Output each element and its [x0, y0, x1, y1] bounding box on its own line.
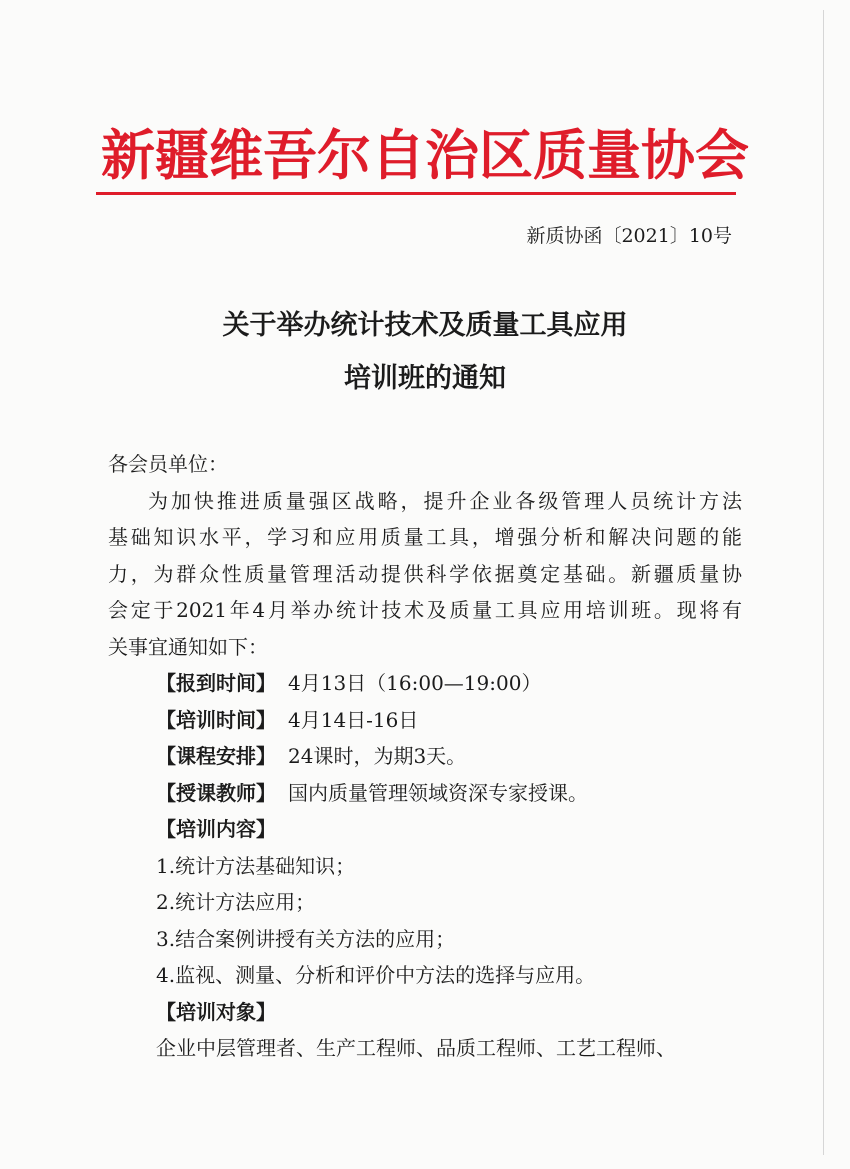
info-item-value: 24课时，为期3天。 [288, 744, 467, 768]
notice-title-line-1: 关于举办统计技术及质量工具应用 [222, 310, 628, 341]
info-item-instructor [108, 775, 742, 812]
info-item-value: 4月13日（16:00—19:00） [288, 671, 542, 695]
salutation: 各会员单位： [108, 452, 228, 476]
info-item-report-time [108, 665, 742, 702]
content-item: 1.统计方法基础知识； [156, 853, 356, 878]
intro-line: 关事宜通知如下： [108, 634, 268, 659]
target-text: 企业中层管理者、生产工程师、品质工程师、工艺工程师、 [156, 1036, 676, 1060]
content-item: 3.结合案例讲授有关方法的应用； [156, 926, 456, 951]
info-item-label: 【授课教师】 [156, 780, 276, 805]
notice-title-line-2: 培训班的通知 [344, 363, 506, 394]
content-item: 4.监视、测量、分析和评价中方法的选择与应用。 [156, 963, 596, 987]
info-item-value: 国内质量管理领域资深专家授课。 [288, 780, 588, 805]
letterhead-red-rule [96, 192, 736, 195]
info-item-value: 4月14日-16日 [288, 707, 419, 732]
document-number: 新质协函〔2021〕10号 [526, 225, 732, 247]
intro-line: 会定于2021年4月举办统计技术及质量工具应用培训班。现将有 [108, 598, 742, 622]
info-item-label: 【报到时间】 [156, 671, 276, 695]
info-item-training-time [108, 702, 742, 739]
intro-line: 力，为群众性质量管理活动提供科学依据奠定基础。新疆质量协 [108, 561, 742, 586]
letterhead-org-name: 新疆维吾尔自治区质量协会 [101, 124, 749, 187]
intro-line: 为加快推进质量强区战略，提升企业各级管理人员统计方法 [148, 488, 742, 513]
content-item: 2.统计方法应用； [156, 890, 316, 914]
info-item-schedule [108, 738, 742, 775]
notice-body [108, 446, 742, 1067]
info-item-label: 【培训时间】 [156, 707, 276, 732]
content-heading: 【培训内容】 [156, 817, 276, 841]
intro-line: 基础知识水平，学习和应用质量工具，增强分析和解决问题的能 [108, 525, 742, 549]
info-item-label: 【课程安排】 [156, 744, 276, 768]
target-heading: 【培训对象】 [156, 999, 276, 1024]
